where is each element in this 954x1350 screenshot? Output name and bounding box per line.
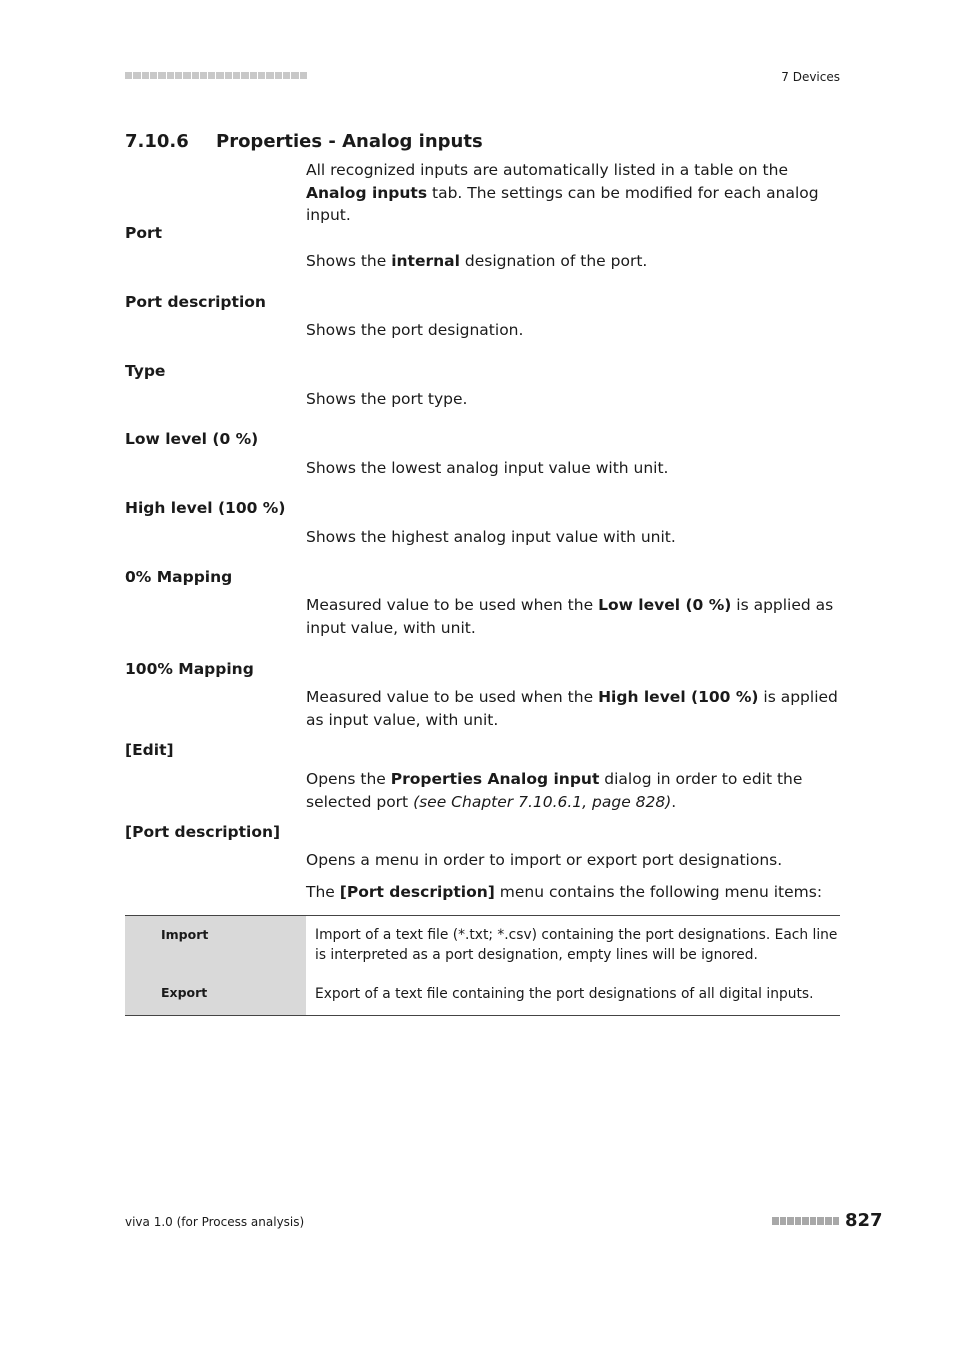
desc-high-level: Shows the highest analog input value with unit. (306, 528, 676, 546)
chapter-reference-link[interactable]: (see Chapter 7.10.6.1, page 828) (413, 792, 672, 811)
menu-note: The [Port description] menu contains the following menu items: (306, 883, 823, 901)
term-port: Port (125, 224, 163, 242)
footer-decoration (772, 1217, 839, 1227)
desc-type: Shows the port type. (306, 390, 468, 408)
term-port-description: Port description (125, 293, 266, 311)
table-key-export: Export (125, 974, 306, 1015)
term-0-mapping: 0% Mapping (125, 568, 233, 586)
term-type: Type (125, 362, 166, 380)
table-row (125, 974, 840, 1015)
term-low-level: Low level (0 %) (125, 430, 259, 448)
page-number: 827 (845, 1210, 883, 1231)
table-value-export: Export of a text file containing the port designations of all digital inputs. (315, 986, 814, 1002)
footer-product: viva 1.0 (for Process analysis) (125, 1215, 305, 1229)
table-key-import: Import (125, 916, 306, 974)
menu-items-table (125, 915, 840, 1016)
section-number: 7.10.6 (125, 131, 189, 152)
term-edit: [Edit] (125, 741, 174, 759)
section-title: Properties - Analog inputs (216, 131, 483, 152)
term-high-level: High level (100 %) (125, 499, 286, 517)
desc-port-description: Shows the port designation. (306, 321, 524, 339)
table-value-import: Import of a text file (*.txt; *.csv) containing the port designations. Each line is interpreted as a port designation, empty lines will be ignored. (315, 927, 838, 963)
header-decoration (125, 70, 307, 80)
desc-port-description-button: Opens a menu in order to import or export port designations. (306, 851, 783, 869)
table-row (125, 916, 840, 974)
desc-low-level: Shows the lowest analog input value with unit. (306, 459, 669, 477)
desc-100-mapping: Measured value to be used when the High level (100 %) is applied as input value, with unit. (306, 688, 838, 729)
term-100-mapping: 100% Mapping (125, 660, 254, 678)
term-port-description-button: [Port description] (125, 823, 281, 841)
desc-0-mapping: Measured value to be used when the Low level (0 %) is applied as input value, with unit. (306, 596, 834, 637)
running-header-chapter: 7 Devices (781, 70, 840, 84)
desc-edit: Opens the Properties Analog input dialog in order to edit the selected port (see Chapter 7.10.6.1, page 828). (306, 770, 803, 811)
intro-paragraph: All recognized inputs are automatically listed in a table on the Analog inputs tab. The settings can be modified for each analog input. (306, 161, 819, 224)
desc-port: Shows the internal designation of the port. (306, 252, 648, 270)
